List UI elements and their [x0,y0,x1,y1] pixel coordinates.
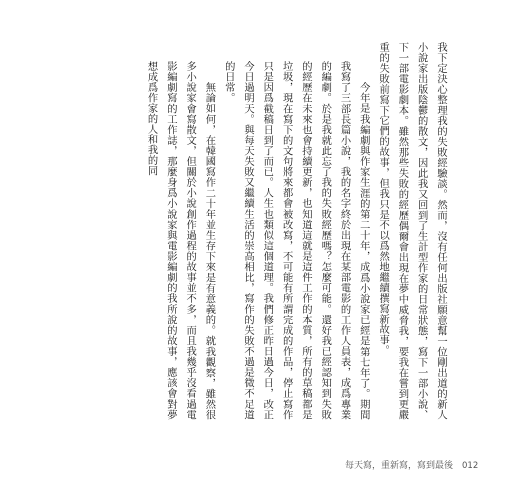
paragraph-2: 今年是我編劇與作家生涯的第二十年，成爲小說家已經是第七年了。期間我寫了三部長篇小說，我的名字終於出現在某部電影的工作人員表，成爲專業的編劇。於是我就此忘了我的失敗經歷嗎？怎麼可能。還好我已經認知到失敗的經歷在未來也會持續更新，也知道這就是這件工作的本質，所有的草稿都是垃圾，現在寫下的文句將來都會被改寫，不可能有所謂完成的作品，停止寫作只是因爲截稿日到了而已。人生也類似這個道理。我們修正昨日過今日，改正今日過明天。與每天失敗又繼續生活的崇高相比，寫作的失敗不過是微不足道的日常。 [222,61,370,420]
page-footer [345,458,478,471]
body-text [64,42,450,420]
paragraph-3: 無論如何，在韓國寫作二十年並生存下來是有意義的。就我觀察，雖然很多小說家會寫散文，但關於小說創作過程的故事並不多，而且我幾乎沒看過電影編劇寫的工作誌，那麼身爲小說家與電影編劇的我所說的故事，應該會對夢想成爲作家的人和我的同 [145,61,216,420]
running-title: 每天寫，重新寫，寫到最後 [345,461,454,471]
page-number: 012 [462,461,479,471]
paragraph-1: 我下定決心整理我的失敗經驗談。然而，沒有任何出版社願意幫一位剛出道的新人小說家出版陰鬱的散文，因此我又回到了生計型作家的日常狀態，寫下一部小說、下一部電影劇本。雖然那些失敗的經歷偶爾會出現在夢中威脅我，要我在嘗到更嚴重的失敗前寫下它們的故事，但我只是不以爲然地繼續撰寫新故事。 [377,42,447,420]
